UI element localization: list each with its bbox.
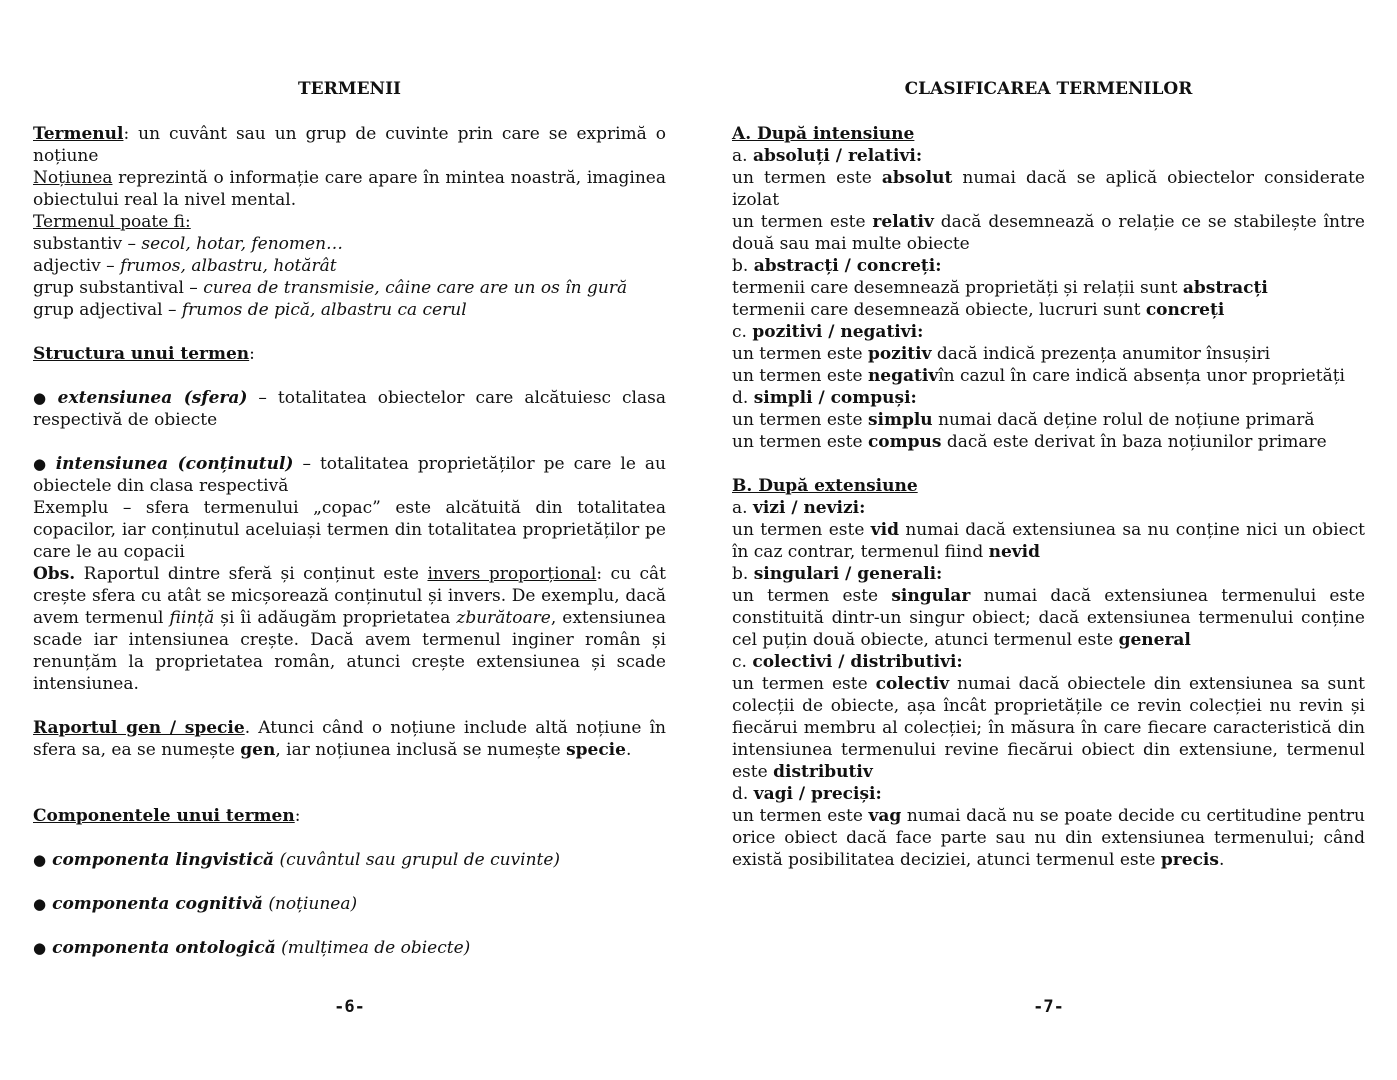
text-span: negativ	[867, 366, 939, 386]
list-item	[33, 255, 666, 277]
text-span: abstracți / concreți:	[753, 256, 942, 276]
text-span: termenii care desemnează proprietăți și relații sunt	[732, 278, 1183, 298]
text-line: obiectului real la nivel mental.	[33, 190, 297, 210]
spacer	[33, 365, 666, 387]
text-span: colectivi / distributivi:	[752, 652, 963, 672]
text-span: Structura unui termen	[33, 344, 250, 364]
text-span: reprezintă o informație care apare în mintea noastră, imaginea	[112, 168, 666, 188]
text-span: compus	[867, 432, 942, 452]
text-span: un termen este	[732, 806, 869, 826]
text-span: numai dacă se aplică obiectelor considerate	[952, 168, 1365, 188]
spacer	[33, 871, 666, 893]
text-span: numai dacă deține rolul de noțiune primară	[932, 410, 1315, 430]
text-line	[732, 519, 1365, 541]
text-span: gen	[240, 740, 276, 760]
text-span: vag	[868, 806, 902, 826]
text-line	[732, 805, 1365, 827]
page-number-right: -7-	[1033, 997, 1064, 1017]
text-span: abstracți	[1182, 278, 1268, 298]
text-span: este	[732, 762, 774, 782]
text-line: obiectele din clasa respectivă	[33, 476, 289, 496]
text-span: avem termenul	[33, 608, 170, 628]
text-span: .	[1218, 850, 1225, 870]
obs-line	[33, 563, 666, 585]
text-span: simplu	[867, 410, 933, 430]
text-span: există posibilitatea deciziei, atunci termenul este	[732, 850, 1161, 870]
bullet-icon: ●	[33, 389, 52, 407]
text-span: relativ	[872, 212, 934, 232]
text-span: secol, hotar, fenomen…	[141, 234, 344, 254]
text-span: simpli / compuși:	[753, 388, 917, 408]
bullet-intensiunea	[33, 453, 666, 475]
text-line: colecții de obiecte, așa încât proprietățile ce revin colecției nu revin și	[732, 696, 1365, 716]
bullet-icon: ●	[33, 939, 47, 957]
text-span: – totalitatea proprietăților pe care le au	[293, 454, 666, 474]
spacer	[33, 783, 666, 805]
text-span: absolut	[881, 168, 953, 188]
text-span: ființă	[169, 608, 215, 628]
text-span: (mulțimea de obiecte)	[275, 938, 471, 958]
bullet-icon: ●	[33, 851, 47, 869]
text-span: , extensiunea	[550, 608, 666, 628]
text-line: izolat	[732, 190, 780, 210]
text-span: c.	[732, 652, 753, 672]
text-span: sfera sa, ea se numește	[33, 740, 241, 760]
text-line: renunțăm la proprietatea român, atunci crește extensiunea și scade	[33, 652, 666, 672]
left-page	[33, 0, 666, 1080]
text-span: general	[1118, 630, 1191, 650]
text-span: cel puțin două obiecte, atunci termenul este	[732, 630, 1119, 650]
text-span: un termen este	[732, 344, 868, 364]
bullet-extensiunea	[33, 387, 666, 409]
text-line: orice obiect dacă face parte sau nu din extensiunea termenului; când	[732, 828, 1365, 848]
text-line: intensiunea termenului revine fiecărui obiect din extensiune, termenul	[732, 740, 1365, 760]
heading-dupa-extensiune	[732, 475, 1365, 497]
text-line	[732, 299, 1365, 321]
text-span: un termen este	[732, 520, 871, 540]
page-number-left: -6-	[334, 997, 365, 1017]
subheading	[732, 651, 1365, 673]
text-span: pozitiv	[867, 344, 932, 364]
subheading	[732, 387, 1365, 409]
subheading	[732, 255, 1365, 277]
text-span: dacă indică prezența anumitor însușiri	[931, 344, 1271, 364]
text-span: b.	[732, 256, 754, 276]
spacer	[33, 915, 666, 937]
text-line	[732, 431, 1365, 453]
text-span: – totalitatea obiectelor care alcătuiesc clasa	[247, 388, 666, 408]
text-span: componenta lingvistică	[52, 850, 275, 870]
text-span: Obs.	[33, 564, 76, 584]
text-line: care le au copacii	[33, 542, 185, 562]
text-span: vizi / nevizi:	[752, 498, 866, 518]
definition-termenul	[33, 123, 666, 145]
text-line	[732, 541, 1365, 563]
text-span: distributiv	[773, 762, 873, 782]
text-span: numai dacă extensiunea sa nu conține nici un obiect	[898, 520, 1365, 540]
right-page	[732, 0, 1365, 1080]
text-line: respectivă de obiecte	[33, 410, 218, 430]
text-span: un termen este	[732, 432, 868, 452]
definition-notiunea	[33, 167, 666, 189]
text-span: .	[625, 740, 632, 760]
spacer	[732, 453, 1365, 475]
text-line	[732, 277, 1365, 299]
text-span: specie	[566, 740, 626, 760]
text-span: pozitivi / negativi:	[752, 322, 924, 342]
spacer	[33, 827, 666, 849]
text-span: , iar noțiunea inclusă se numește	[275, 740, 567, 760]
text-span: numai dacă extensiunea termenului este	[970, 586, 1366, 606]
text-line	[732, 849, 1365, 871]
text-span: d.	[732, 784, 754, 804]
text-span: componenta cognitivă	[52, 894, 263, 914]
left-page-title: TERMENII	[298, 79, 401, 99]
text-span: d.	[732, 388, 754, 408]
text-line: constituită dintr-un singur obiect; dacă extensiunea termenului conține	[732, 608, 1365, 628]
text-line	[33, 739, 666, 761]
text-span: dacă este derivat în baza noțiunilor primare	[941, 432, 1327, 452]
list-item	[33, 277, 666, 299]
text-line	[33, 607, 666, 629]
text-span: B. După extensiune	[732, 476, 918, 496]
text-span: b.	[732, 564, 754, 584]
text-span: (noțiunea)	[262, 894, 358, 914]
subheading	[732, 563, 1365, 585]
text-span: invers proporțional	[427, 564, 597, 584]
text-line: două sau mai multe obiecte	[732, 234, 970, 254]
term-notiunea: Noțiunea	[33, 168, 113, 188]
subheading-termenul-poate-fi	[33, 211, 666, 233]
bullet-icon: ●	[33, 455, 50, 473]
heading-raport-gen-specie	[33, 717, 666, 739]
text-span: Raportul dintre sferă și conținut este	[75, 564, 428, 584]
text-span: în cazul în care indică absența unor proprietăți	[938, 366, 1345, 386]
text-span: Termenul poate fi:	[33, 212, 191, 232]
text-span: intensiunea (conținutul)	[55, 454, 294, 474]
text-span: a.	[732, 498, 753, 518]
heading-componentele	[33, 805, 666, 827]
text-line	[732, 673, 1365, 695]
text-span: nevid	[988, 542, 1041, 562]
text-line: scade iar intensiunea crește. Dacă avem termenul inginer român și	[33, 630, 666, 650]
subheading	[732, 321, 1365, 343]
text-line	[732, 167, 1365, 189]
text-span: absoluți / relativi:	[752, 146, 923, 166]
text-span: vid	[870, 520, 899, 540]
text-line	[732, 365, 1365, 387]
right-page-title: CLASIFICAREA TERMENILOR	[904, 79, 1193, 99]
text-span: c.	[732, 322, 753, 342]
text-span: :	[294, 806, 301, 826]
list-item	[33, 299, 666, 321]
text-span: numai dacă obiectele din extensiunea sa sunt	[949, 674, 1365, 694]
text-span: frumos de pică, albastru ca cerul	[181, 300, 467, 320]
text-span: un termen este	[732, 168, 882, 188]
text-span: în caz contrar, termenul fiind	[732, 542, 989, 562]
text-span: extensiunea (sfera)	[57, 388, 248, 408]
text-span: A. După intensiune	[732, 124, 915, 144]
text-span: : cu cât	[596, 564, 666, 584]
text-span: singular	[891, 586, 971, 606]
subheading	[732, 783, 1365, 805]
right-page-body	[732, 123, 1365, 871]
text-span: un termen este	[732, 212, 873, 232]
text-span: precis	[1160, 850, 1219, 870]
text-line	[732, 585, 1365, 607]
spacer	[33, 695, 666, 717]
text-span: substantiv –	[33, 234, 142, 254]
heading-dupa-intensiune	[732, 123, 1365, 145]
text-span: un termen este	[732, 366, 868, 386]
text-line	[732, 409, 1365, 431]
text-span: :	[249, 344, 255, 364]
text-line: copacilor, iar conținutul aceluiași termen din totalitatea proprietăților pe	[33, 520, 666, 540]
text-span: un termen este	[732, 674, 876, 694]
bullet-componenta-lingvistica	[33, 849, 666, 871]
text-line: noțiune	[33, 146, 99, 166]
text-span: zburătoare	[456, 608, 551, 628]
text-span: un termen este	[732, 586, 892, 606]
text-span: componenta ontologică	[52, 938, 276, 958]
text-line	[732, 629, 1365, 651]
text-span: curea de transmisie, câine care are un os în gură	[203, 278, 628, 298]
text-span: un termen este	[732, 410, 868, 430]
text-span: numai dacă nu se poate decide cu certitudine pentru	[901, 806, 1366, 826]
text-line: fiecărui membru al colecției; în măsura în care fiecare caracteristică din	[732, 718, 1365, 738]
text-span: a.	[732, 146, 753, 166]
subheading	[732, 497, 1365, 519]
text-span: termenii care desemnează obiecte, lucruri sunt	[732, 300, 1146, 320]
bullet-componenta-ontologica	[33, 937, 666, 959]
spacer	[33, 321, 666, 343]
text-span: . Atunci când o noțiune include altă noțiune în	[244, 718, 666, 738]
subheading	[732, 145, 1365, 167]
text-span: grup adjectival –	[33, 300, 182, 320]
bullet-componenta-cognitiva	[33, 893, 666, 915]
text-span: dacă desemnează o relație ce se stabilește între	[933, 212, 1365, 232]
heading-structura	[33, 343, 666, 365]
text-span: (cuvântul sau grupul de cuvinte)	[274, 850, 561, 870]
text-line: crește sfera cu atât se micșorează conținutul și invers. De exemplu, dacă	[33, 586, 666, 606]
text-line	[732, 343, 1365, 365]
term-termenul: Termenul	[33, 124, 124, 144]
text-span: frumos, albastru, hotărât	[120, 256, 337, 276]
text-line: Exemplu – sfera termenului „copac” este alcătuită din totalitatea	[33, 498, 666, 518]
text-span: adjectiv –	[33, 256, 121, 276]
text-span: : un cuvânt sau un grup de cuvinte prin care se exprimă o	[123, 124, 666, 144]
text-span: Raportul gen / specie	[33, 718, 245, 738]
text-span: grup substantival –	[33, 278, 204, 298]
list-item	[33, 233, 666, 255]
spacer	[33, 761, 666, 783]
text-span: concreți	[1145, 300, 1225, 320]
spacer	[33, 431, 666, 453]
text-line: intensiunea.	[33, 674, 139, 694]
text-span: colectiv	[875, 674, 950, 694]
text-span: și îi adăugăm proprietatea	[214, 608, 457, 628]
text-span: vagi / preciși:	[753, 784, 882, 804]
left-page-body	[33, 123, 666, 959]
text-line	[732, 761, 1365, 783]
text-span: singulari / generali:	[753, 564, 943, 584]
text-span: Componentele unui termen	[33, 806, 295, 826]
text-line	[732, 211, 1365, 233]
bullet-icon: ●	[33, 895, 47, 913]
